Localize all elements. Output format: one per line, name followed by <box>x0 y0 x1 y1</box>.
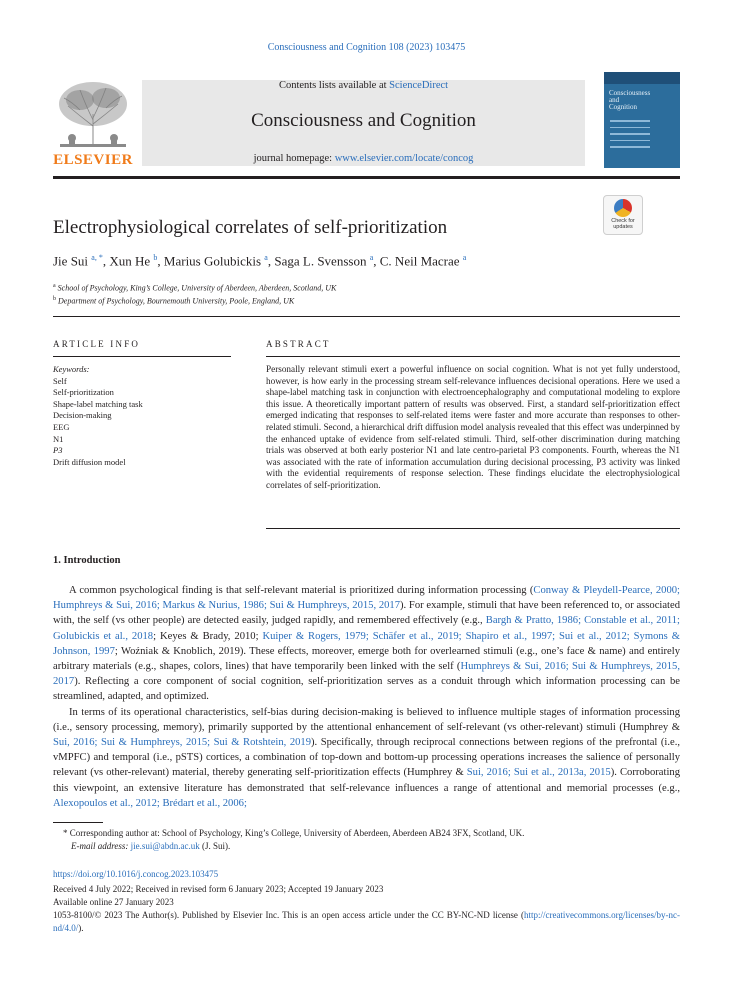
email-label: E-mail address: <box>71 841 131 851</box>
paragraph-text: ). Corroborating this viewpoint, an extensive literature has demonstrated that self-relevance influences a range of attentional and memorial processes (e.g., <box>53 767 680 794</box>
keyword-item: Self-prioritization <box>53 387 114 398</box>
check-label-line: Check for <box>611 218 635 224</box>
article-title: Electrophysiological correlates of self-prioritization <box>53 217 448 238</box>
cover-top-bar <box>604 72 680 84</box>
keywords-label: Keywords: <box>53 364 90 374</box>
paragraph-text: A common psychological finding is that self-relevant material is prioritized during information processing ( <box>69 585 534 596</box>
affiliation <box>53 296 294 306</box>
online-date: Available online 27 January 2023 <box>53 897 174 907</box>
homepage-link[interactable]: www.elsevier.com/locate/concog <box>334 153 474 164</box>
citation-link[interactable]: Kuiper & Rogers, 1979; Schäfer et al., 2019; Shapiro et al., 1997; Sui et al., 2012; Symons & Johnson, 1997 <box>53 630 680 657</box>
paragraph-text: In terms of its operational characteristics, self-bias during decision-making is believed to influence multiple stages of information processing (i.e., sensory processing, memory), primarily supported by the attentional enhancement of self-relevant (vs other-relevant) stimuli (Humphrey & <box>53 706 680 733</box>
license-text: 1053-8100/© 2023 The Author(s). Published by Elsevier Inc. This is an open access article under the CC BY-NC-ND license ( <box>53 910 524 920</box>
author-affiliation-mark[interactable]: a <box>369 253 374 262</box>
article-info-divider <box>53 356 231 357</box>
keyword-item: Decision-making <box>53 410 112 421</box>
affiliation-mark: b <box>53 296 56 302</box>
homepage-prefix: journal homepage: <box>253 153 335 164</box>
corresponding-author-text: Corresponding author at: School of Psychology, King’s College, University of Aberdeen, Aberdeen AB24 3FX, Scotland, UK. <box>69 828 525 838</box>
license-link[interactable]: http://creativecommons.org/licenses/by-nc-nd/4.0/ <box>53 910 680 933</box>
cover-text-lines <box>610 120 650 153</box>
received-dates: Received 4 July 2022; Received in revised form 6 January 2023; Accepted 19 January 2023 <box>53 884 384 894</box>
author-email-link[interactable]: jie.sui@abdn.ac.uk <box>130 841 200 851</box>
author-affiliation-mark[interactable]: a <box>462 253 467 262</box>
journal-citation[interactable]: Consciousness and Cognition 108 (2023) 103475 <box>267 42 466 53</box>
paragraph-text: ). For example, stimuli that have been referenced to, or associated with, the self (vs other people) are detected easily, judged rapidly, and remembered effectively (e.g., <box>53 600 680 627</box>
abstract-bottom-divider <box>266 528 680 529</box>
abstract-divider <box>266 356 680 357</box>
paragraph-text: ). Specifically, through reciprocal connections between regions of the prefrontal (i.e., vMPFC) and temporal (i.e., pSTS) cortices, a combination of top-down and bottom-up processing operations increases the salience of personally relevant (vs other-relevant) material, thereby generating self-prioritization effects (Humphrey & <box>53 737 680 779</box>
author-affiliation-mark[interactable]: a <box>264 253 268 262</box>
introduction-paragraph <box>53 705 680 811</box>
author-name[interactable]: Xun He <box>109 253 151 269</box>
affiliation-text: Department of Psychology, Bournemouth University, Poole, England, UK <box>58 296 295 306</box>
publication-dates <box>53 883 680 909</box>
header-divider <box>53 176 680 179</box>
email-suffix: (J. Sui). <box>199 841 231 851</box>
section-divider <box>53 316 680 317</box>
citation-link[interactable]: Bargh & Pratto, 1986; Constable et al., 2011; Golubickis et al., 2018 <box>53 615 681 642</box>
check-for-updates-label <box>604 218 642 230</box>
keyword-item: Self <box>53 375 67 386</box>
elsevier-wordmark[interactable]: ELSEVIER <box>53 152 133 168</box>
footnote-marker: * <box>63 828 68 838</box>
paragraph-text: ). Reflecting a core component of social cognition, self-prioritization serves as a conduit through which information processing can be streamlined, adapted, and optimized. <box>53 676 680 703</box>
citation-link[interactable]: Sui, 2016; Sui et al., 2013a, 2015 <box>466 767 611 779</box>
citation-link[interactable]: Alexopoulos et al., 2012; Brédart et al., 2006; <box>53 797 247 809</box>
keyword-item: Shape-label matching task <box>53 398 143 409</box>
affiliation-mark: a <box>53 283 56 289</box>
keyword-item: P3 <box>53 445 63 456</box>
doi-link[interactable]: https://doi.org/10.1016/j.concog.2023.103475 <box>53 869 219 879</box>
affiliation-text: School of Psychology, King’s College, University of Aberdeen, Aberdeen, Scotland, UK <box>57 283 337 293</box>
journal-cover-thumbnail[interactable] <box>604 72 680 168</box>
journal-homepage-line <box>142 153 585 164</box>
check-label-line: updates <box>613 224 633 230</box>
article-info-heading: ARTICLE INFO <box>53 339 141 349</box>
cover-title-line: and <box>609 96 620 104</box>
contents-prefix: Contents lists available at <box>278 80 390 91</box>
author-name[interactable]: C. Neil Macrae <box>379 253 460 269</box>
author-name[interactable]: Saga L. Svensson <box>274 253 367 269</box>
citation-link[interactable]: Humphreys & Sui, 2016; Sui & Humphreys, 2015, 2017 <box>53 661 680 688</box>
author-list: Jie Sui $^{a, *}$, Xun He $^b$, Marius Golubickis $^a$, Saga L. Svensson $^a$, C. Neil Macrae $^a$ <box>53 253 467 269</box>
cover-title <box>609 90 677 111</box>
citation-link[interactable]: Conway & Pleydell-Pearce, 2000; Humphreys & Sui, 2016; Markus & Nurius, 1986; Sui & Humphreys, 2015, 2017 <box>53 585 681 612</box>
abstract-heading: ABSTRACT <box>266 339 331 349</box>
author-affiliation-mark[interactable]: b <box>153 253 158 262</box>
footnote-divider <box>53 822 103 823</box>
keyword-item: N1 <box>53 433 64 444</box>
keyword-item: EEG <box>53 421 70 432</box>
keyword-item: Drift diffusion model <box>53 456 126 467</box>
affiliation <box>53 283 336 293</box>
abstract-text: Personally relevant stimuli exert a powerful influence on social cognition. What is not yet fully understood, however, is how early in the processing stream self-relevance influences decisional operations. Here we used a shape-label matching task in conjunction with electroencephalography and computational modeling to explore this issue. A theoretically important pattern of results was observed. First, a standard self-prioritization effect emerged indicating that responses to self-related items were faster and more accurate than responses to other-related stimuli. Second, a hierarchical drift diffusion model analysis revealed that this effect was underpinned by the enhanced uptake of evidence from self-related stimuli. Third, self-other discrimination during matching trials was observed at both early posterior N1 and late centro-parietal P3 components. Fourth, whereas the N1 was associated with the rate of information accumulation during decisional processing, P3 activity was linked with the evidential requirements of response selection. These findings elucidate the electrophysiological correlates of self-prioritization. <box>266 364 680 490</box>
cover-title-line: Cognition <box>609 103 638 111</box>
keywords-list <box>53 364 253 468</box>
introduction-heading: 1. Introduction <box>53 555 121 566</box>
author-name[interactable]: Jie Sui <box>53 253 89 269</box>
journal-title: Consciousness and Cognition <box>251 110 476 131</box>
sciencedirect-link[interactable]: ScienceDirect <box>389 80 449 91</box>
author-name[interactable]: Marius Golubickis <box>163 253 262 269</box>
citation-link[interactable]: Sui, 2016; Sui & Humphreys, 2015; Sui & Rotshtein, 2019 <box>53 737 312 749</box>
check-for-updates-icon <box>614 199 632 217</box>
paragraph-text: ; Keyes & Brady, 2010; <box>153 630 263 642</box>
cover-title-line: Consciousness <box>609 89 651 97</box>
contents-available-line <box>142 80 585 91</box>
paragraph-text: ; Woźniak & Knoblich, 2019). These effects, moreover, emerge both for overlearned stimuli (e.g., one’s face & name) and entirely arbitrary materials (e.g., shapes, colors, lines) that have temporarily been linked with the self ( <box>53 645 680 673</box>
introduction-body <box>53 583 680 811</box>
license-suffix: ). <box>78 923 84 933</box>
introduction-paragraph <box>53 583 680 705</box>
author-affiliation-mark[interactable]: a, * <box>91 253 103 262</box>
corresponding-author-footnote <box>53 827 673 853</box>
license-statement <box>53 909 680 935</box>
check-for-updates-button[interactable] <box>603 195 643 235</box>
